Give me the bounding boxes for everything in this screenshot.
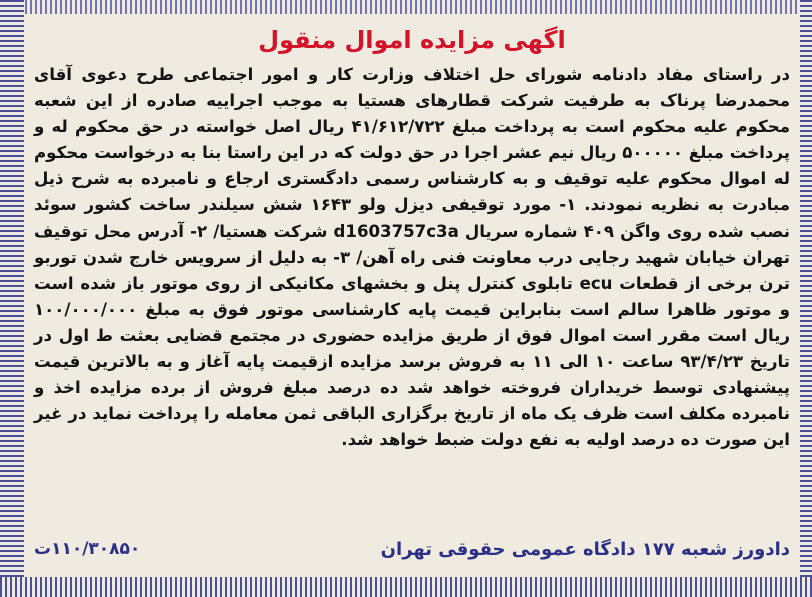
decorative-border-top [0, 0, 812, 14]
decorative-border-left [0, 0, 24, 597]
decorative-border-right [800, 0, 812, 597]
notice-content [34, 18, 790, 573]
notice-body: در راستای مفاد دادنامه شورای حل اختلاف وزارت کار و امور اجتماعی طرح دعوی آقای محمدرضا پرناک به طرفیت شرکت قطارهای هستیا به موجب اجراییه صادره از این شعبه محکوم علیه محکوم است به پرداخت مبلغ ۴۱/۶۱۲/۷۲۲ ریال اصل خواسته در حق محکوم له و پرداخت مبلغ ۵۰۰۰۰۰ ریال نیم عشر اجرا در حق دولت که در این راستا بنا به درخواست محکوم له اموال محکوم علیه توقیف و به کارشناس رسمی دادگستری ارجاع و نامبرده به شرح ذیل مبادرت به نظریه نمودند. ۱- مورد توقیفی دیزل ولو ۱۶۴۳ شش سیلندر ساخت کشور سوئد نصب شده روی واگن ۴۰۹ شماره سریال d1603757c3a شرکت هستیا/ ۲- آدرس محل توقیف تهران خیابان شهید رجایی درب معاونت فنی راه آهن/ ۳- به دلیل از سرویس خارج شدن توربو ترن برخی از قطعات ecu تابلوی کنترل پنل و بخشهای مکانیکی از روی موتور باز شده است و موتور ظاهرا سالم است بنابراین قیمت پایه کارشناسی موتور فوق به مبلغ ۱۰۰/۰۰۰/۰۰۰ ریال است مقرر است اموال فوق از طریق مزایده حضوری در مجتمع قضایی بعثت ط اول در تاریخ ۹۳/۴/۲۳ ساعت ۱۰ الی ۱۱ به فروش برسد مزایده ازقیمت پایه آغاز و به بالاترین قیمت پیشنهادی توسط خریداران فروخته خواهد شد ده درصد مبلغ فروش از برده مزایده اخذ و نامبرده مکلف است ظرف یک ماه از تاریخ برگزاری الباقی ثمن معامله را پرداخت نماید در غیر این صورت ده درصد اولیه به نفع دولت ضبط خواهد شد. [34, 65, 791, 450]
decorative-border-bottom [0, 577, 812, 597]
signature: دادورز شعبه ۱۷۷ دادگاه عمومی حقوقی تهران [380, 538, 790, 560]
notice-footer [34, 535, 790, 563]
reference-number: ۱۱۰/۳۰۸۵۰ت [34, 539, 141, 559]
notice-title: اگهی مزایده اموال منقول [258, 26, 566, 54]
